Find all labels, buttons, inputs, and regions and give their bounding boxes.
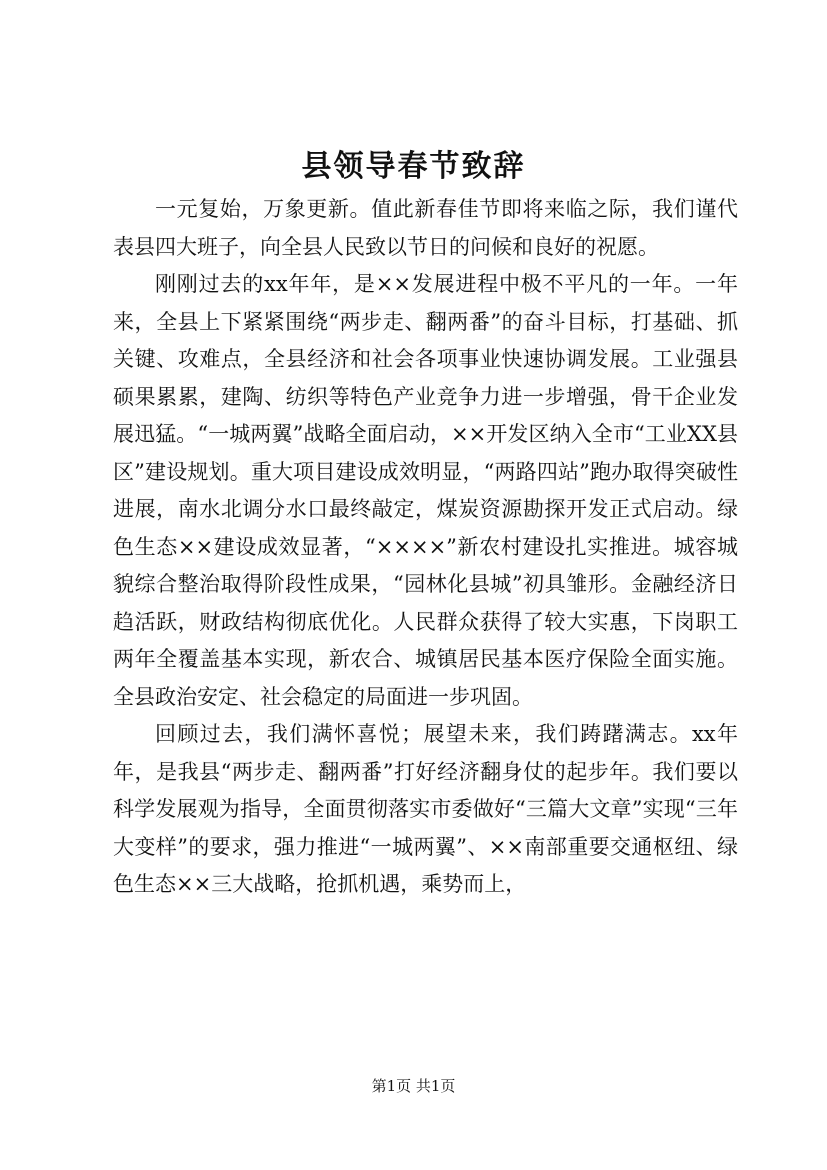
paragraph-greeting: 一元复始，万象更新。值此新春佳节即将来临之际，我们谨代表县四大班子，向全县人民致以节日的问候和良好的祝愿。: [113, 197, 738, 259]
page-footer: 第1页 共1页: [371, 1077, 456, 1095]
paragraph-review: 刚刚过去的xx年年，是××发展进程中极不平凡的一年。一年来，全县上下紧紧围绕“两步走、翻两番”的奋斗目标，打基础、抓关键、攻难点，全县经济和社会各项事业快速协调发展。工业强县硕果累累，建陶、纺织等特色产业竞争力进一步增强，骨干企业发展迅猛。“一城两翼”战略全面启动，××开发区纳入全市“工业XX县区”建设规划。重大项目建设成效明显，“两路四站”跑办取得突破性进展，南水北调分水口最终敲定，煤炭资源勘探开发正式启动。绿色生态××建设成效显著，“××××”新农村建设扎实推进。城容城貌综合整治取得阶段性成果，“园林化县城”初具雏形。金融经济日趋活跃，财政结构彻底优化。人民群众获得了较大实惠，下岗职工两年全覆盖基本实现，新农合、城镇居民基本医疗保险全面实施。全县政治安定、社会稳定的局面进一步巩固。: [113, 272, 738, 709]
document-body: [113, 191, 738, 904]
document-title: 县领导春节致辞: [301, 149, 526, 184]
paragraph-outlook: 回顾过去，我们满怀喜悦；展望未来，我们踌躇满志。xx年年，是我县“两步走、翻两番”打好经济翻身仗的起步年。我们要以科学发展观为指导，全面贯彻落实市委做好“三篇大文章”实现“三年大变样”的要求，强力推进“一城两翼”、××南部重要交通枢纽、绿色生态××三大战略，抢抓机遇，乘势而上，: [113, 722, 738, 896]
